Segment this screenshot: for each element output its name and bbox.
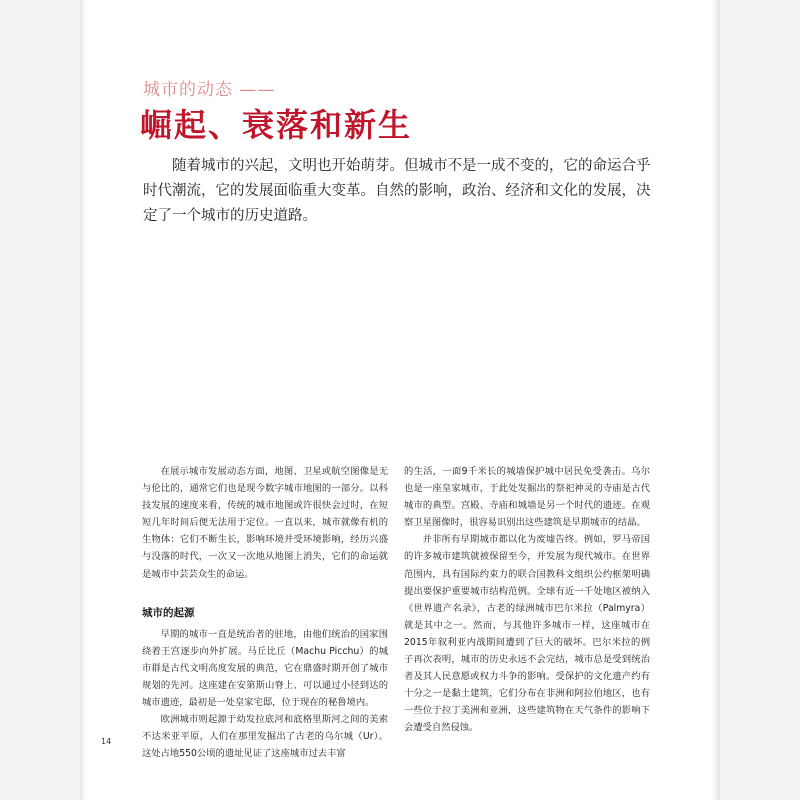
body-paragraph: 的生活，一面9千米长的城墙保护城中居民免受袭击。乌尔也是一座皇家城市，于此处发掘出的祭祀神灵的寺庙是古代城市的典型。宫殿、寺庙和城墙是另一个时代的遗迹。在观察卫星图像时，很容易识别出这些建筑是早期城市的结晶。 [404, 466, 650, 529]
intro-paragraph: 随着城市的兴起，文明也开始萌芽。但城市不是一成不变的，它的命运合乎时代潮流，它的发展面临重大变革。自然的影响，政治、经济和文化的发展，决定了一个城市的历史道路。 [143, 158, 651, 224]
page-title: 崛起、衰落和新生 [140, 106, 413, 144]
body-paragraph: 欧洲城市则起源于幼发拉底河和底格里斯河之间的美索不达米亚平原，人们在那里发掘出了古老的乌尔城（Ur）。这处占地550公顷的遗址见证了这座城市过去丰富 [142, 714, 388, 760]
right-text-column [404, 463, 650, 737]
body-paragraph: 并非所有早期城市都以化为废墟告终。例如，罗马帝国的许多城市建筑就被保留至今，并发展为现代城市。在世界范围内，具有国际约束力的联合国教科文组织公约框架明确提出要保护重要城市结构范例。全球有近一千处地区被纳入《世界遗产名录》，古老的绿洲城市巴尔米拉（Palmyra）就是其中之一。然而，与其他许多城市一样，这座城市在2015年叙利亚内战期间遭到了巨大的破坏。巴尔米拉的例子再次表明，城市的历史永远不会完结，城市总是受到统治者及其人民意愿或权力斗争的影响。受保护的文化遗产约有十分之一是黏土建筑，它们分布在非洲和阿拉伯地区，也有一些位于拉丁美洲和亚洲，这些建筑物在天气条件的影响下会遭受自然侵蚀。 [404, 534, 650, 734]
section-heading: 城市的起源 [142, 606, 195, 619]
page-edge-shadow [712, 0, 720, 800]
body-paragraph: 在展示城市发展动态方面，地图、卫星或航空图像是无与伦比的，通常它们也是现今数字城市地图的一部分。以科技发展的速度来看，传统的城市地图或许很快会过时，在短短几年时间后便无法用于定位。一直以来，城市就像有机的生物体：它们不断生长，影响环境并受环境影响，经历兴盛与没落的时代，一次又一次地从地图上消失，它们的命运就是城市中芸芸众生的命运。 [142, 466, 388, 580]
page-number: 14 [101, 737, 112, 746]
body-paragraph: 早期的城市一直是统治者的驻地，由他们统治的国家围绕着王宫逐步向外扩展。马丘比丘（Machu Picchu）的城市群是古代文明高度发展的典范，它在鼎盛时期开创了城市规划的先河。这座建在安第斯山脊上、可以通过小径到达的城市遗迹，最初是一处皇家宅邸，位于现在的秘鲁境内。 [142, 628, 388, 709]
left-text-column [142, 463, 388, 763]
chapter-kicker: 城市的动态 —— [143, 80, 276, 100]
